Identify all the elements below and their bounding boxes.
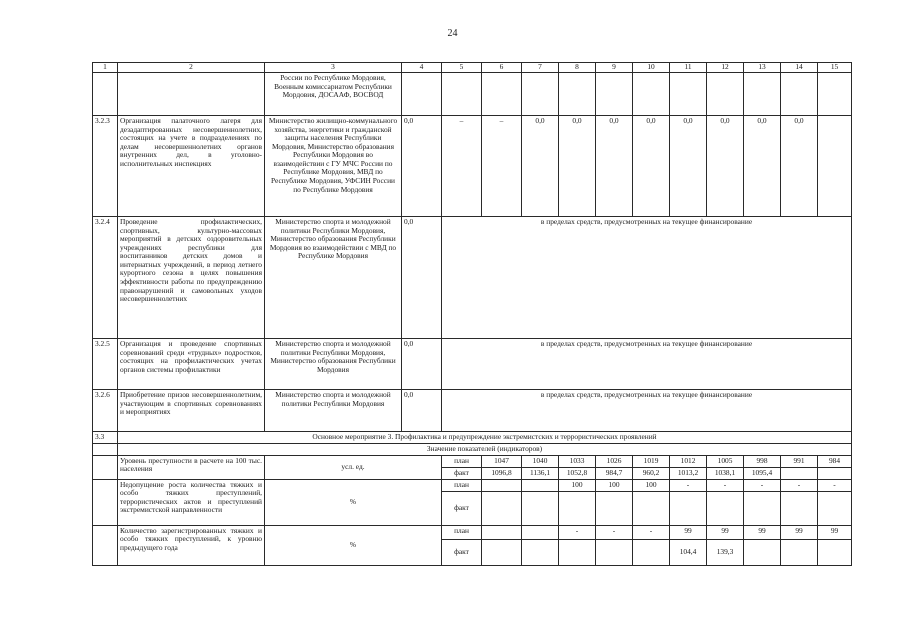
col-header: 8 xyxy=(559,63,596,73)
plan-value xyxy=(522,479,559,491)
plan-value xyxy=(482,479,522,491)
plan-value: - xyxy=(781,479,818,491)
value-cell: 0,0 xyxy=(707,116,744,217)
fact-value: 1136,1 xyxy=(522,467,559,479)
col-header: 9 xyxy=(596,63,633,73)
financing-note: в пределах средств, предусмотренных на текущее финансирование xyxy=(442,217,852,339)
fact-value xyxy=(633,539,670,565)
fact-value xyxy=(781,491,818,525)
col-header: 1 xyxy=(93,63,118,73)
indicator-name: Количество зарегистрированных тяжких и особо тяжких преступлений, к уровню предыдущего года xyxy=(118,525,265,565)
plan-value: - xyxy=(818,479,852,491)
col-header: 14 xyxy=(781,63,818,73)
indicator-unit: усл. ед. xyxy=(265,455,442,479)
indicator-unit: % xyxy=(265,525,442,565)
plan-value: 99 xyxy=(670,525,707,539)
fact-value xyxy=(482,491,522,525)
plan-value: 99 xyxy=(707,525,744,539)
fact-value xyxy=(596,491,633,525)
fact-value xyxy=(559,539,596,565)
section-row xyxy=(93,432,852,444)
indicators-header-row xyxy=(93,444,852,456)
fact-value: 984,7 xyxy=(596,467,633,479)
fact-value: 1095,4 xyxy=(744,467,781,479)
fact-value xyxy=(818,539,852,565)
col-header: 7 xyxy=(522,63,559,73)
fact-value: 104,4 xyxy=(670,539,707,565)
fact-value: 960,2 xyxy=(633,467,670,479)
fact-value xyxy=(818,491,852,525)
activity-name: Организация и проведение спортивных соревнований среди «трудных» подростков, состоящих на профилактических учетах органов системы профилактики xyxy=(118,339,265,390)
fact-value xyxy=(707,491,744,525)
fact-value xyxy=(633,491,670,525)
value-cell: 0,0 xyxy=(596,116,633,217)
table-row xyxy=(93,339,852,390)
table-row xyxy=(93,217,852,339)
value-cell: 0,0 xyxy=(522,116,559,217)
col-header: 13 xyxy=(744,63,781,73)
col-header: 2 xyxy=(118,63,265,73)
value-cell: 0,0 xyxy=(402,217,442,339)
plan-value: 100 xyxy=(559,479,596,491)
fact-value: 1013,2 xyxy=(670,467,707,479)
fact-label: факт xyxy=(442,491,482,525)
page-number: 24 xyxy=(447,28,458,39)
value-cell: 0,0 xyxy=(670,116,707,217)
section-title: Основное мероприятие 3. Профилактика и предупреждение экстремистских и террористических проявлений xyxy=(118,432,852,444)
financing-note: в пределах средств, предусмотренных на текущее финансирование xyxy=(442,339,852,390)
item-number: 3.2.5 xyxy=(93,339,118,390)
executor-cell: России по Республике Мордовия, Военным комиссариатом Республики Мордовия, ДОСААФ, ВОСВОД xyxy=(265,73,402,116)
col-header: 3 xyxy=(265,63,402,73)
indicator-plan-row xyxy=(93,479,852,491)
plan-value xyxy=(522,525,559,539)
plan-value: 984 xyxy=(818,455,852,467)
plan-value: 1012 xyxy=(670,455,707,467)
fact-value: 139,3 xyxy=(707,539,744,565)
plan-value: 99 xyxy=(781,525,818,539)
column-number-row xyxy=(93,63,852,73)
fact-value xyxy=(744,539,781,565)
fact-value xyxy=(744,491,781,525)
plan-label: план xyxy=(442,479,482,491)
indicator-plan-row xyxy=(93,455,852,467)
value-cell: – xyxy=(482,116,522,217)
fact-value xyxy=(781,539,818,565)
plan-value: - xyxy=(707,479,744,491)
plan-value: - xyxy=(559,525,596,539)
table-row xyxy=(93,390,852,432)
plan-value: 100 xyxy=(633,479,670,491)
col-header: 12 xyxy=(707,63,744,73)
plan-value: 1026 xyxy=(596,455,633,467)
financing-note: в пределах средств, предусмотренных на текущее финансирование xyxy=(442,390,852,432)
program-table xyxy=(92,62,852,566)
plan-value: 1033 xyxy=(559,455,596,467)
col-header: 10 xyxy=(633,63,670,73)
indicator-plan-row xyxy=(93,525,852,539)
indicator-name: Уровень преступности в расчете на 100 тыс. населения xyxy=(118,455,265,479)
fact-value xyxy=(818,467,852,479)
value-cell: 0,0 xyxy=(559,116,596,217)
fact-value xyxy=(522,539,559,565)
col-header: 15 xyxy=(818,63,852,73)
plan-value: 1005 xyxy=(707,455,744,467)
table-row xyxy=(93,73,852,116)
fact-value: 1052,8 xyxy=(559,467,596,479)
value-cell: 0,0 xyxy=(402,116,442,217)
item-number: 3.2.4 xyxy=(93,217,118,339)
plan-value: 998 xyxy=(744,455,781,467)
value-cell: 0,0 xyxy=(402,339,442,390)
fact-value xyxy=(559,491,596,525)
fact-value: 1096,8 xyxy=(482,467,522,479)
executor-cell: Министерство спорта и молодежной политики Республики Мордовия xyxy=(265,390,402,432)
activity-name: Организация палаточного лагеря для дезадаптированных несовершеннолетних, состоящих на учете в подразделениях по делам несовершеннолетних органов внутренних дел, в уголовно-исполнительных инспекциях xyxy=(118,116,265,217)
value-cell: – xyxy=(442,116,482,217)
item-number: 3.2.3 xyxy=(93,116,118,217)
plan-value: 1047 xyxy=(482,455,522,467)
plan-value: - xyxy=(596,525,633,539)
activity-name: Приобретение призов несовершеннолетним, участвующим в спортивных соревнованиях и мероприятиях xyxy=(118,390,265,432)
value-cell: 0,0 xyxy=(402,390,442,432)
fact-value: 1038,1 xyxy=(707,467,744,479)
plan-value xyxy=(482,525,522,539)
fact-value xyxy=(482,539,522,565)
fact-label: факт xyxy=(442,539,482,565)
table-row xyxy=(93,116,852,217)
item-number: 3.2.6 xyxy=(93,390,118,432)
value-cell: 0,0 xyxy=(744,116,781,217)
indicators-header: Значение показателей (индикаторов) xyxy=(118,444,852,456)
fact-value xyxy=(596,539,633,565)
fact-value xyxy=(522,491,559,525)
plan-label: план xyxy=(442,525,482,539)
indicator-unit: % xyxy=(265,479,442,525)
plan-value: 100 xyxy=(596,479,633,491)
col-header: 4 xyxy=(402,63,442,73)
col-header: 11 xyxy=(670,63,707,73)
fact-label: факт xyxy=(442,467,482,479)
executor-cell: Министерство жилищно-коммунального хозяйства, энергетики и гражданской защиты населения Республики Мордовия, Министерство образования Республики Мордовия во взаимодействии с ГУ МЧС России по Республике Мордовия, МВД по Республике Мордовия, УФСИН России по Республике Мордовия xyxy=(265,116,402,217)
value-cell: 0,0 xyxy=(633,116,670,217)
indicator-name: Недопущение роста количества тяжких и особо тяжких преступлений, террористических актов и преступлений экстремистской направленности xyxy=(118,479,265,525)
plan-value: 99 xyxy=(744,525,781,539)
plan-value: 991 xyxy=(781,455,818,467)
activity-name: Проведение профилактических, спортивных, культурно-массовых мероприятий в детских оздоровительных учреждениях республики для воспитанников детских домов и интернатных учреждений, в период летнего курортного сезона в целях повышения эффективности работы по предупреждению правонарушений и самовольных уходов несовершеннолетних xyxy=(118,217,265,339)
col-header: 5 xyxy=(442,63,482,73)
executor-cell: Министерство спорта и молодежной политики Республики Мордовия, Министерство образования Республики Мордовия во взаимодействии с МВД по Республике Мордовия xyxy=(265,217,402,339)
plan-value: - xyxy=(670,479,707,491)
item-number: 3.3 xyxy=(93,432,118,444)
plan-value: 99 xyxy=(818,525,852,539)
plan-label: план xyxy=(442,455,482,467)
col-header: 6 xyxy=(482,63,522,73)
plan-value: - xyxy=(744,479,781,491)
executor-cell: Министерство спорта и молодежной политики Республики Мордовия, Министерство образования Республики Мордовия xyxy=(265,339,402,390)
plan-value: - xyxy=(633,525,670,539)
fact-value xyxy=(670,491,707,525)
plan-value: 1040 xyxy=(522,455,559,467)
fact-value xyxy=(781,467,818,479)
plan-value: 1019 xyxy=(633,455,670,467)
value-cell: 0,0 xyxy=(781,116,818,217)
